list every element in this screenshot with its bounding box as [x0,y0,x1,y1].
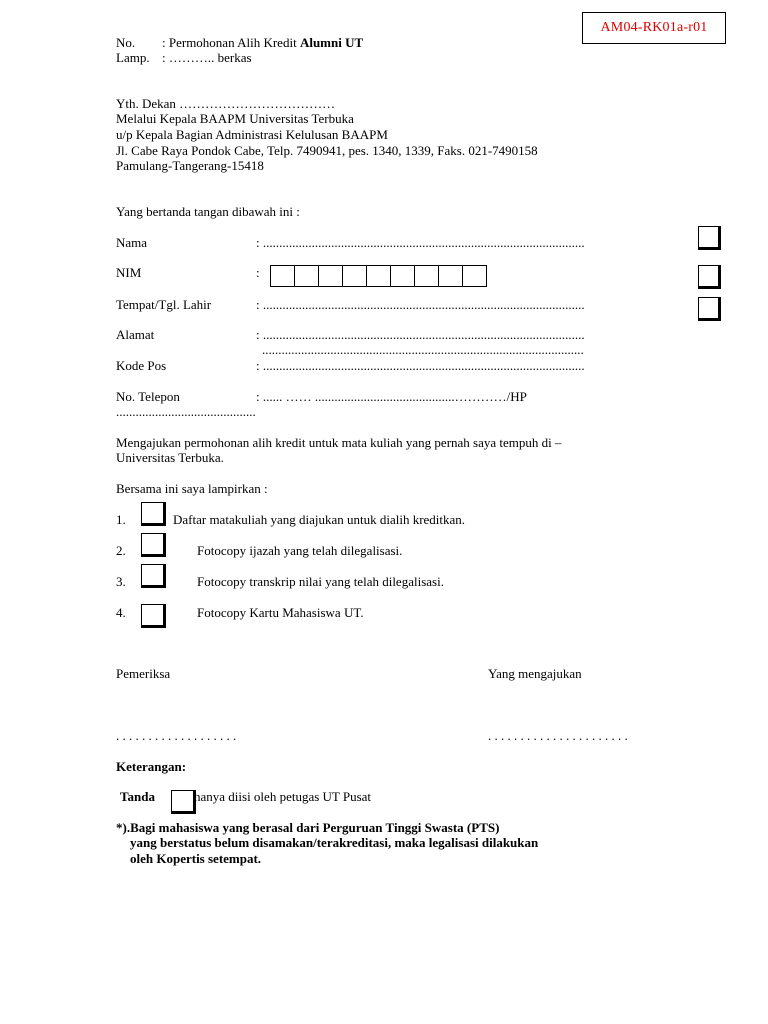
ttl-label: Tempat/Tgl. Lahir [116,297,212,312]
lamp-value: : ……….. berkas [162,50,252,65]
address-line-4: Jl. Cabe Raya Pondok Cabe, Telp. 7490941, pes. 1340, 1339, Faks. 021-7490158 [116,143,538,158]
attachment-num-2: 2. [116,543,126,558]
nim-boxes[interactable] [270,265,487,287]
alamat-field-2[interactable]: ................................................................................................... [262,342,584,357]
nim-cell[interactable] [390,265,415,287]
nim-cell[interactable] [462,265,487,287]
attachments-intro: Bersama ini saya lampirkan : [116,481,268,496]
no-value-bold: Alumni UT [299,35,364,50]
signature-right-line[interactable]: . . . . . . . . . . . . . . . . . . . . . . [488,728,628,743]
nim-cell[interactable] [342,265,367,287]
request-line-1: Mengajukan permohonan alih kredit untuk mata kuliah yang pernah saya tempuh di – [116,435,562,450]
notes-tanda-text: hanya diisi oleh petugas UT Pusat [194,789,372,804]
nim-colon: : [256,265,260,280]
attachment-text-3: Fotocopy transkrip nilai yang telah dilegalisasi. [197,574,444,589]
checkbox-ttl[interactable] [698,297,721,321]
attachment-checkbox-1[interactable] [141,502,166,526]
attachment-text-4: Fotocopy Kartu Mahasiswa UT. [197,605,364,620]
address-line-1: Yth. Dekan ……………………………… [116,96,336,111]
signature-left-label: Pemeriksa [116,666,171,681]
nim-cell[interactable] [270,265,295,287]
ttl-field[interactable]: : ................................................................................................... [256,297,585,312]
checkbox-nama[interactable] [698,226,721,250]
footnote-line-1: *).Bagi mahasiswa yang berasal dari Perguruan Tinggi Swasta (PTS) [116,820,500,835]
nim-label: NIM [116,265,142,280]
attachment-text-2: Fotocopy ijazah yang telah dilegalisasi. [197,543,403,558]
notes-checkbox-symbol [171,790,196,814]
telp-field[interactable]: : ...... …… ...........................................…………/HP [256,389,527,404]
request-line-2: Universitas Terbuka. [116,450,224,465]
attachment-num-4: 4. [116,605,126,620]
footnote-line-3: oleh Kopertis setempat. [130,851,262,866]
attachment-checkbox-3[interactable] [141,564,166,588]
alamat-label: Alamat [116,327,155,342]
notes-tanda: Tanda [120,789,155,804]
no-label: No. [116,35,136,50]
intro-text: Yang bertanda tangan dibawah ini : [116,204,300,219]
signature-right-label: Yang mengajukan [488,666,582,681]
lamp-label: Lamp. [116,50,150,65]
alamat-field-1[interactable]: : ................................................................................................... [256,327,585,342]
nim-cell[interactable] [294,265,319,287]
address-line-5: Pamulang-Tangerang-15418 [116,158,264,173]
telp-label: No. Telepon [116,389,180,404]
attachment-text-1: Daftar matakuliah yang diajukan untuk dialih kreditkan. [173,512,466,527]
nim-cell[interactable] [414,265,439,287]
nim-cell[interactable] [318,265,343,287]
attachment-checkbox-4[interactable] [141,604,166,628]
form-code-box: AM04-RK01a-r01 [582,12,726,44]
attachment-checkbox-2[interactable] [141,533,166,557]
checkbox-nim[interactable] [698,265,721,289]
no-value-text: : Permohonan Alih Kredit [162,35,300,50]
notes-title: Keterangan: [116,759,187,774]
footnote-line-2: yang berstatus belum disamakan/terakreditasi, maka legalisasi dilakukan [130,835,539,850]
nim-cell[interactable] [438,265,463,287]
no-value [162,35,363,51]
attachment-num-3: 3. [116,574,126,589]
address-line-3: u/p Kepala Bagian Administrasi Kelulusan BAAPM [116,127,388,142]
kodepos-field[interactable]: : ................................................................................................... [256,358,585,373]
signature-left-line[interactable]: . . . . . . . . . . . . . . . . . . . [116,728,237,743]
telp-field-cont[interactable]: ........................................... [116,404,256,419]
address-line-2: Melalui Kepala BAAPM Universitas Terbuka [116,111,354,126]
nim-cell[interactable] [366,265,391,287]
nama-field[interactable]: : ................................................................................................... [256,235,585,250]
attachment-num-1: 1. [116,512,126,527]
nama-label: Nama [116,235,148,250]
kodepos-label: Kode Pos [116,358,167,373]
